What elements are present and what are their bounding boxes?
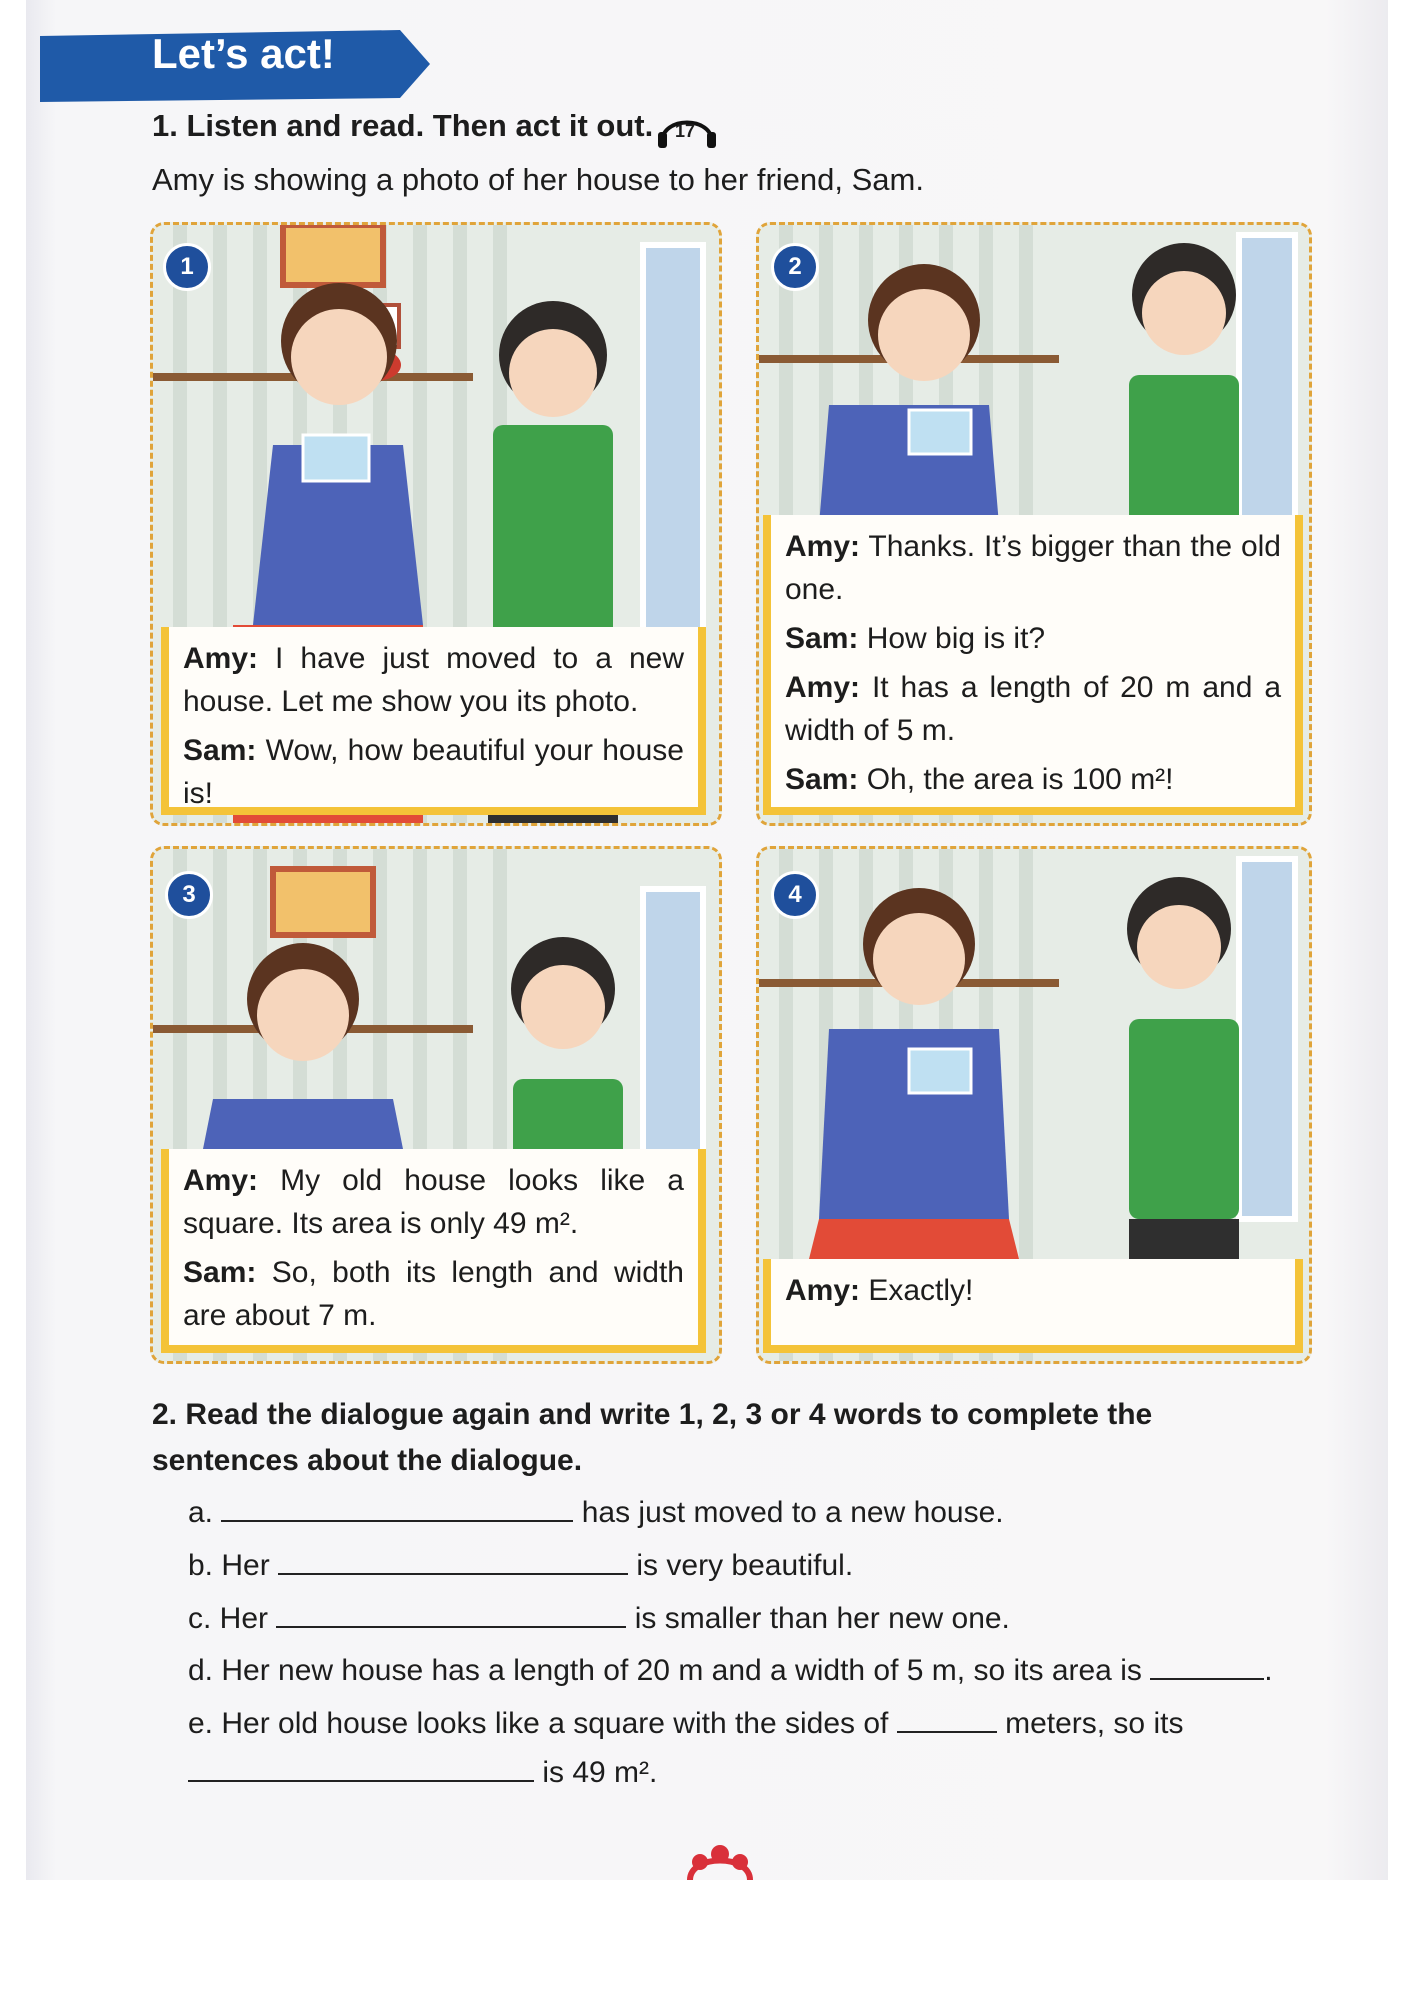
- exercise-1-intro: Amy is showing a photo of her house to her friend, Sam.: [152, 162, 924, 197]
- dialogue-line: How big is it?: [858, 622, 1046, 655]
- answer-blank-e2[interactable]: [188, 1752, 534, 1782]
- question-d: [188, 1650, 1273, 1688]
- speaker-amy: Amy:: [183, 642, 259, 675]
- panel-1-dialogue: [161, 627, 706, 815]
- question-text: meters, so its: [1005, 1707, 1184, 1740]
- question-text: has just moved to a new house.: [581, 1496, 1004, 1529]
- dialogue-line: Exactly!: [860, 1274, 974, 1307]
- answer-blank-b[interactable]: [278, 1545, 628, 1575]
- dialogue-line: So, both its length and width are about 7 m.: [183, 1256, 684, 1332]
- question-a: [188, 1492, 1004, 1530]
- question-e-continued: [188, 1752, 657, 1790]
- panel-number: 2: [771, 243, 819, 291]
- dialogue-line: Oh, the area is 100 m²!: [858, 763, 1174, 796]
- answer-blank-a[interactable]: [221, 1492, 573, 1522]
- panel-2-dialogue: [763, 515, 1303, 815]
- speaker-amy: Amy:: [785, 1274, 861, 1307]
- dialogue-line: Thanks. It’s bigger than the old one.: [785, 530, 1281, 606]
- speaker-sam: Sam:: [183, 1256, 257, 1289]
- panel-4-dialogue: [763, 1259, 1303, 1353]
- panel-number: 4: [771, 871, 819, 919]
- answer-blank-c[interactable]: [276, 1598, 626, 1628]
- question-e: [188, 1703, 1183, 1741]
- answer-blank-e1[interactable]: [897, 1703, 997, 1733]
- speaker-amy: Amy:: [183, 1164, 259, 1197]
- question-text: is very beautiful.: [636, 1549, 854, 1582]
- question-label: e. Her old house looks like a square with the sides of: [188, 1707, 889, 1740]
- answer-blank-d[interactable]: [1150, 1650, 1264, 1680]
- question-label: c. Her: [188, 1602, 269, 1635]
- speaker-sam: Sam:: [785, 622, 859, 655]
- question-c: [188, 1598, 1010, 1636]
- section-title: Let’s act!: [152, 30, 335, 77]
- flower-decoration-icon: [680, 1840, 760, 1880]
- dialogue-line: I have just moved to a new house. Let me show you its photo.: [183, 642, 684, 718]
- exercise-1-instruction: 1. Listen and read. Then act it out.: [152, 108, 654, 143]
- question-label: b. Her: [188, 1549, 270, 1582]
- panel-number: 1: [163, 243, 211, 291]
- panel-3-dialogue: [161, 1149, 706, 1353]
- dialogue-line: Wow, how beautiful your house is!: [183, 734, 684, 810]
- question-text: is smaller than her new one.: [634, 1602, 1010, 1635]
- speaker-sam: Sam:: [183, 734, 257, 767]
- question-label: a.: [188, 1496, 214, 1529]
- comic-panel-4: [756, 846, 1312, 1364]
- question-text: .: [1264, 1654, 1273, 1687]
- question-b: [188, 1545, 853, 1583]
- speaker-amy: Amy:: [785, 530, 861, 563]
- panel-number: 3: [165, 871, 213, 919]
- comic-panel-1: [150, 222, 722, 826]
- speaker-amy: Amy:: [785, 671, 861, 704]
- dialogue-line: My old house looks like a square. Its area is only 49 m².: [183, 1164, 684, 1240]
- comic-panel-2: [756, 222, 1312, 826]
- question-label: d. Her new house has a length of 20 m and a width of 5 m, so its area is: [188, 1654, 1142, 1687]
- audio-track-number: 17: [675, 121, 696, 141]
- speaker-sam: Sam:: [785, 763, 859, 796]
- question-text: is 49 m².: [542, 1756, 658, 1789]
- dialogue-line: It has a length of 20 m and a width of 5 m.: [785, 671, 1281, 747]
- exercise-2-instruction: 2. Read the dialogue again and write 1, 2, 3 or 4 words to complete the sentences about the dialogue.: [152, 1398, 1153, 1477]
- comic-panel-3: [150, 846, 722, 1364]
